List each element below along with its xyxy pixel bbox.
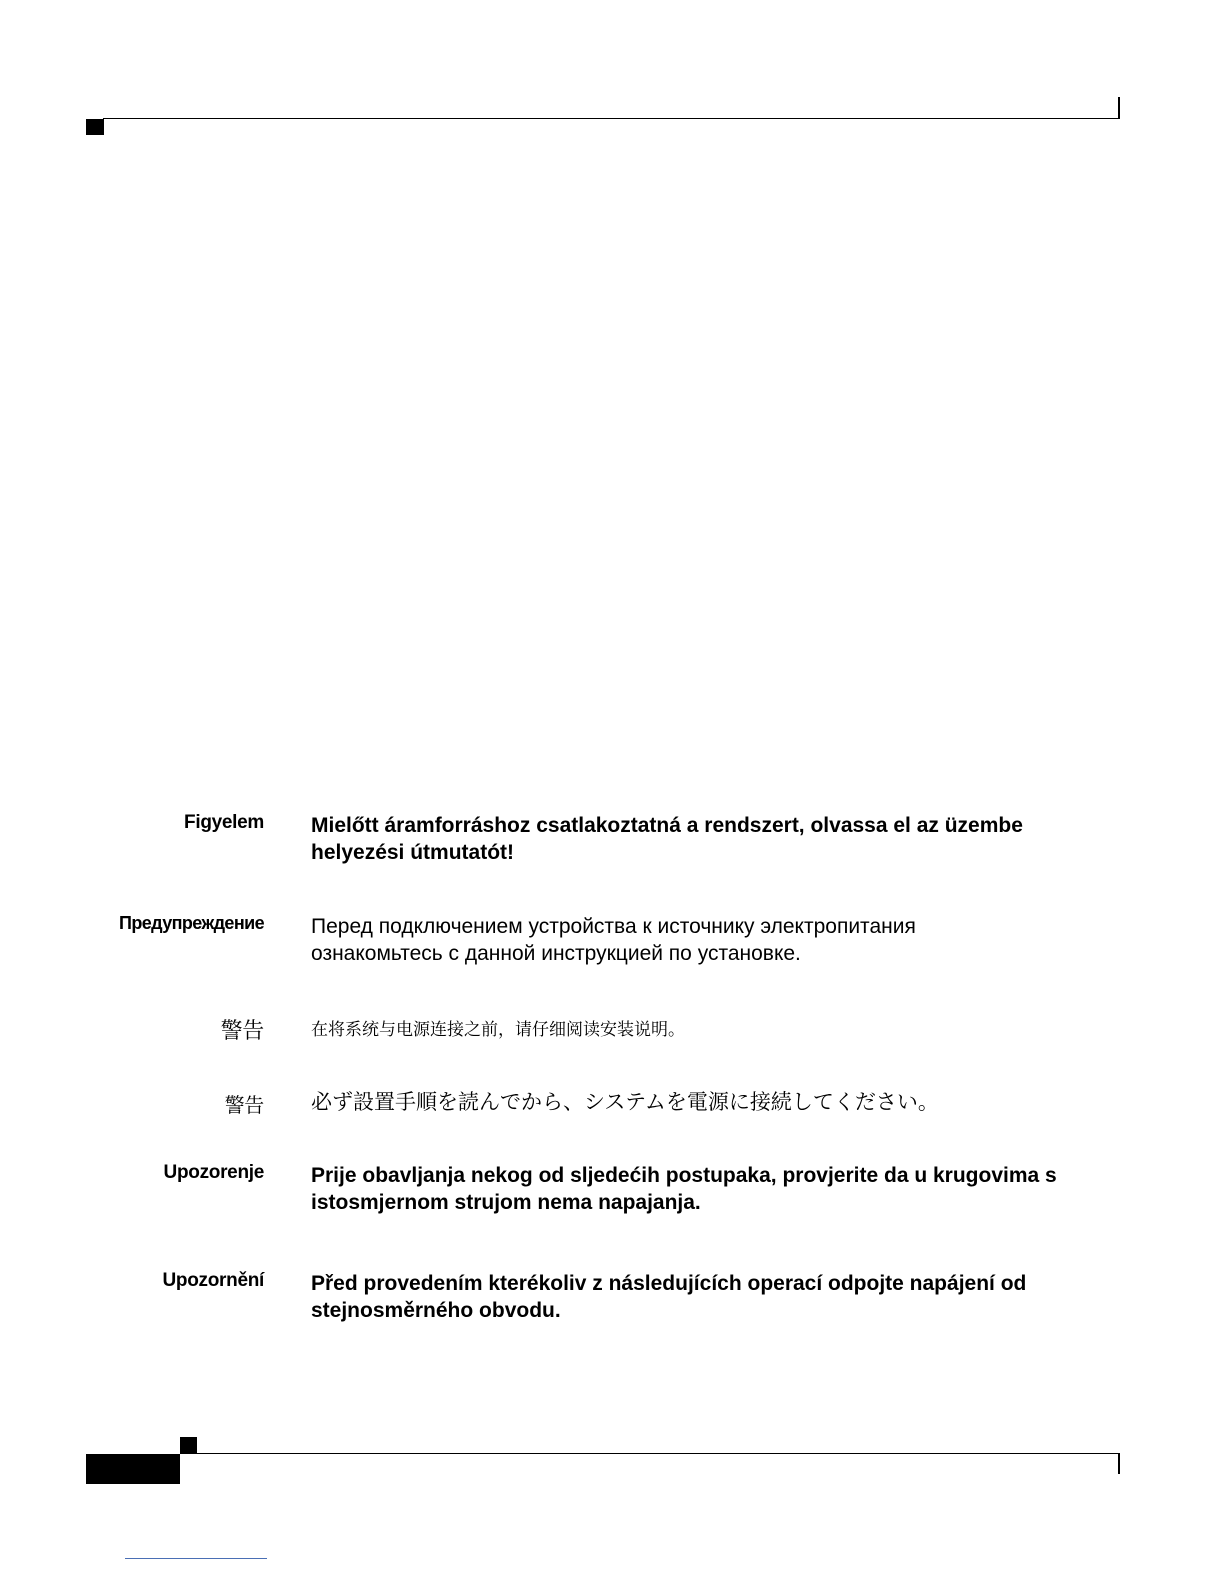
header-edge-tick [1118, 97, 1120, 119]
warning-label: Предупреждение [119, 913, 264, 933]
footer-page-block [86, 1454, 180, 1484]
footer-link-underline [125, 1558, 267, 1559]
footer-edge-tick [1118, 1454, 1120, 1474]
header-rule [103, 118, 1120, 119]
warning-text: Před provedením kterékoliv z následujících operací odpojte napájení od stejnosměrného obvodu. [311, 1272, 1027, 1322]
warning-label: Upozorenje [163, 1162, 264, 1183]
warning-text: 在将系统与电源连接之前，请仔细阅读安装说明。 [311, 1020, 685, 1040]
warning-text: Prije obavljanja nekog od sljedećih postupaka, provjerite da u krugovima s istosmjernom strujom nema napajanja. [311, 1164, 1057, 1214]
warning-label: 警告 [224, 1093, 264, 1117]
warning-text: Mielőtt áramforráshoz csatlakoztatná a rendszert, olvassa el az üzembe helyezési útmutatót! [311, 814, 1023, 864]
warning-label: 警告 [220, 1019, 264, 1044]
footer-marker-square [180, 1437, 197, 1453]
warning-text: Перед подключением устройства к источнику электропитания ознакомьтесь с данной инструкцией по установке. [311, 915, 916, 965]
warning-label: Upozornění [162, 1270, 264, 1291]
warning-label: Figyelem [184, 812, 264, 833]
warning-text: 必ず設置手順を読んでから、システムを電源に接続してください。 [311, 1090, 939, 1114]
footer-rule [180, 1453, 1120, 1454]
header-marker-square [86, 119, 104, 135]
